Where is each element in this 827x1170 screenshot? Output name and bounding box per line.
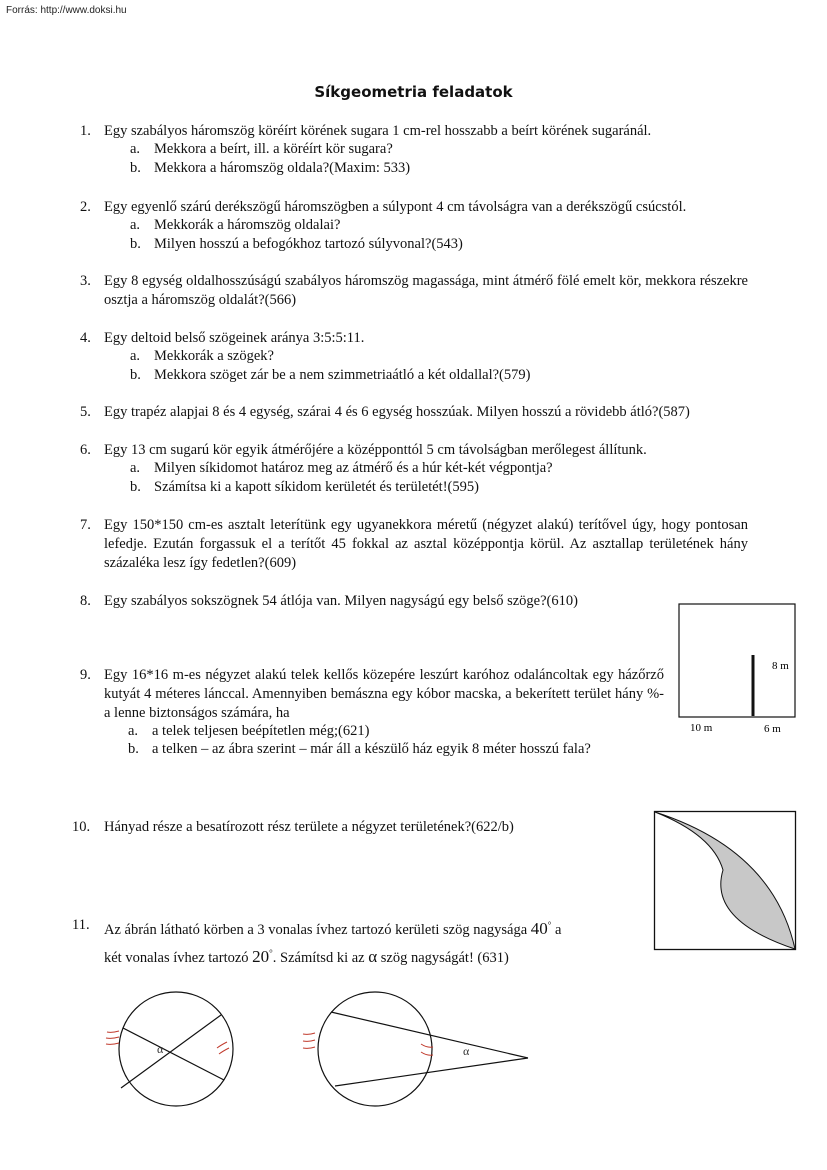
sub-text: Mekkora a beírt, ill. a köréírt kör sugara? (154, 141, 393, 157)
problem-text: Egy egyenlő szárú derékszögű háromszögben a súlypont 4 cm távolságra van a derékszögű csúcstól. (104, 199, 687, 215)
chord-2 (121, 1015, 221, 1088)
alpha-label: α (157, 1042, 164, 1056)
sub-text: Milyen hosszú a befogókhoz tartozó súlyvonal?(543) (154, 236, 463, 252)
problem-text: Egy 8 egység oldalhosszúságú szabályos háromszög magassága, mint átmérő fölé emelt kör, mekkora részekre osztja a háromszög oldalát?(566) (104, 273, 748, 308)
text-part: a (555, 921, 562, 938)
sub-label: b. (130, 367, 141, 383)
problem-text: Egy 150*150 cm-es asztalt leterítünk egy ugyanekkora méretű (négyzet alakú) terítővel úgy, hogy pontosan lefedje. Ezután forgassuk el a terítőt 45 fokkal az asztal középpontja körül. Az asztallap területének hány százaléka lesz így fedetlen?(609) (104, 517, 748, 571)
text-part: Az ábrán látható körben a 3 vonalas ívhez tartozó kerületi szög nagysága (104, 921, 528, 938)
problem-number: 6. (80, 442, 91, 458)
source-url: Forrás: http://www.doksi.hu (6, 5, 127, 16)
degree-sign: ° (269, 947, 273, 958)
figure-11-right (295, 990, 535, 1110)
label-6m: 6 m (764, 723, 781, 735)
problem-number: 5. (80, 404, 91, 420)
figure-problem-9 (678, 603, 796, 743)
sub-text: Mekkorák a szögek? (154, 348, 274, 364)
problem-text: Egy 16*16 m-es négyzet alakú telek kellős közepére leszúrt karóhoz odaláncoltak egy házőrző kutyát 4 méteres lánccal. Amennyiben bemászna egy kóbor macska, a bekerített terület hány %-a lenne biztonságos számára, ha (104, 667, 664, 721)
circle (318, 992, 432, 1106)
sub-label: a. (130, 217, 141, 233)
sub-label: a. (128, 723, 139, 739)
shaded-region (655, 812, 795, 949)
arc-marks-2 (421, 1044, 433, 1055)
text-part: szög nagyságát! (631) (380, 949, 509, 966)
text-part: . Számítsd ki az (272, 949, 365, 966)
arc-marks-3 (106, 1031, 119, 1044)
problem-text: Egy deltoid belső szögeinek aránya 3:5:5:11. (104, 330, 365, 346)
problem-number: 11. (72, 917, 90, 933)
degree-sign: ° (547, 920, 552, 930)
problem-text: Egy trapéz alapjai 8 és 4 egység, szárai 4 és 6 egység hosszúak. Milyen hosszú a rövidebb átló?(587) (104, 404, 690, 420)
sub-label: b. (130, 236, 141, 252)
sub-text: Mekkorák a háromszög oldalai? (154, 217, 341, 233)
alpha-label: α (463, 1044, 470, 1058)
problem-number: 3. (80, 273, 91, 289)
sub-label: b. (130, 160, 141, 176)
problem-number: 7. (80, 517, 91, 533)
problem-number: 8. (80, 593, 91, 609)
label-8m: 8 m (772, 660, 789, 672)
problem-text: Hányad része a besatírozott rész területe a négyzet területének?(622/b) (104, 819, 514, 835)
figure-problem-10 (653, 810, 798, 952)
problem-text (104, 914, 664, 970)
sub-text: Milyen síkidomot határoz meg az átmérő és a húr két-két végpontja? (154, 460, 553, 476)
alpha-symbol: α (368, 946, 378, 966)
secant-1 (331, 1012, 528, 1058)
circle (119, 992, 233, 1106)
problem-number: 2. (80, 199, 91, 215)
secant-2 (335, 1058, 528, 1086)
text-part: két vonalas ívhez tartozó (104, 949, 249, 966)
problem-text: Egy szabályos sokszögnek 54 átlója van. Milyen nagyságú egy belső szöge?(610) (104, 593, 578, 609)
problem-number: 10. (72, 819, 91, 835)
sub-label: a. (130, 141, 141, 157)
angle-20: 20 (252, 946, 270, 966)
sub-label: b. (128, 741, 139, 757)
arc-marks-3 (303, 1033, 315, 1048)
sub-text: Mekkora szöget zár be a nem szimmetriaátló a két oldallal?(579) (154, 367, 531, 383)
page-title: Síkgeometria feladatok (314, 83, 513, 101)
label-10m: 10 m (690, 722, 713, 734)
arc-marks-2 (217, 1042, 229, 1054)
sub-text: Számítsa ki a kapott síkidom kerületét és területét!(595) (154, 479, 479, 495)
problem-number: 1. (80, 123, 91, 139)
chord-1 (123, 1028, 224, 1080)
problem-text: Egy 13 cm sugarú kör egyik átmérőjére a középponttól 5 cm távolságban merőlegest állítunk. (104, 442, 647, 458)
sub-text: a telken – az ábra szerint – már áll a készülő ház egyik 8 méter hosszú fala? (152, 741, 591, 757)
sub-text: Mekkora a háromszög oldala?(Maxim: 533) (154, 160, 411, 176)
sub-text: a telek teljesen beépítetlen még;(621) (152, 723, 370, 739)
problem-text: Egy szabályos háromszög köréírt körének sugara 1 cm-rel hosszabb a beírt körének sugaránál. (104, 123, 652, 139)
sub-label: a. (130, 348, 141, 364)
figure-11-left (95, 990, 245, 1110)
sub-label: a. (130, 460, 141, 476)
angle-40: 40 (530, 918, 548, 938)
problem-number: 9. (80, 667, 91, 683)
problem-number: 4. (80, 330, 91, 346)
sub-label: b. (130, 479, 141, 495)
